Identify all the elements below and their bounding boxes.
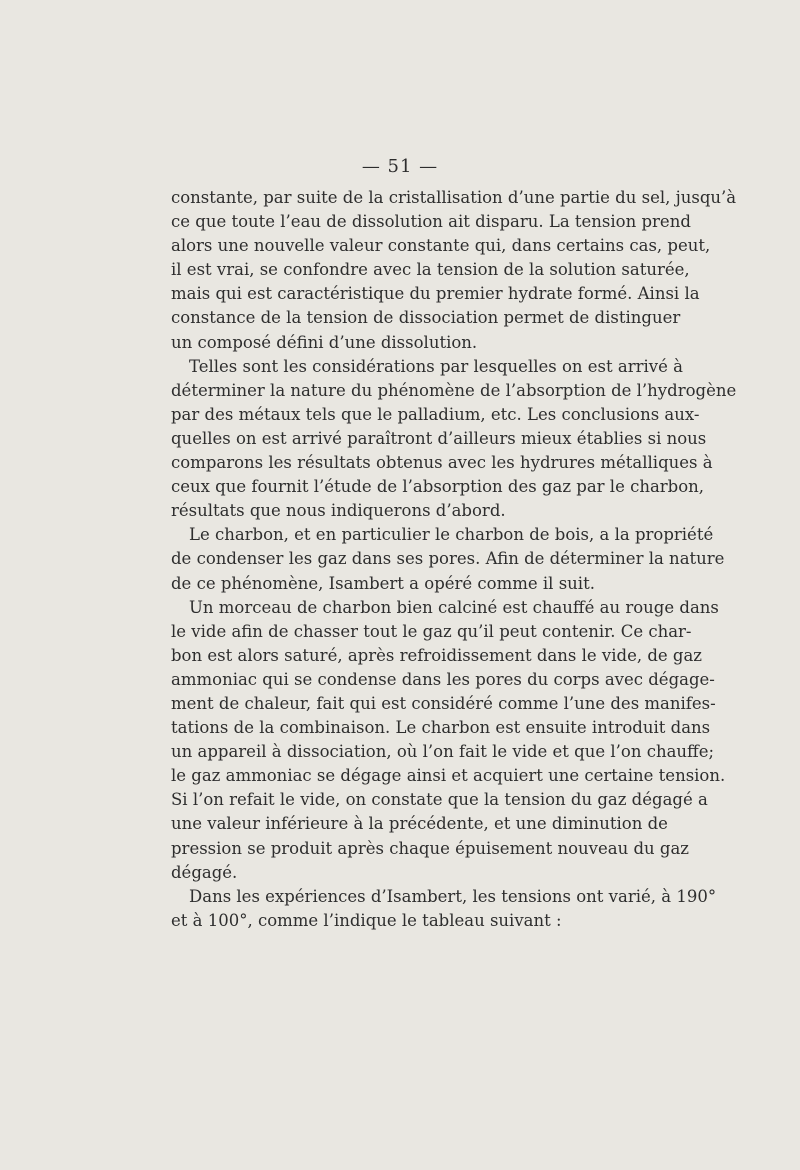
text-line: constance de la tension de dissociation permet de distinguer — [171, 308, 681, 328]
text-line: par des métaux tels que le palladium, etc. Les conclusions aux- — [171, 404, 700, 424]
text-line: et à 100°, comme l’indique le tableau suivant : — [171, 910, 562, 930]
text-line: ment de chaleur, fait qui est considéré comme l’une des manifes- — [171, 693, 716, 713]
text-line: alors une nouvelle valeur constante qui, dans certains cas, peut, — [171, 236, 711, 256]
text-line: un appareil à dissociation, où l’on fait le vide et que l’on chauffe; — [171, 742, 715, 762]
text-line: un composé défini d’une dissolution. — [171, 332, 478, 352]
text-line: ceux que fournit l’étude de l’absorption des gaz par le charbon, — [171, 477, 705, 497]
text-line: quelles on est arrivé paraîtront d’ailleurs mieux établies si nous — [171, 428, 707, 448]
text-line: Un morceau de charbon bien calciné est chauffé au rouge dans — [189, 597, 719, 617]
text-line: ammoniac qui se condense dans les pores du corps avec dégage- — [171, 669, 715, 689]
text-line: dégagé. — [171, 862, 238, 882]
text-line: Dans les expériences d’Isambert, les tensions ont varié, à 190° — [189, 886, 717, 906]
text-line: une valeur inférieure à la précédente, et une diminution de — [171, 814, 668, 834]
text-line: ce que toute l’eau de dissolution ait disparu. La tension prend — [171, 212, 691, 232]
text-line: de ce phénomène, Isambert a opéré comme il suit. — [171, 573, 595, 593]
text-line: comparons les résultats obtenus avec les hydrures métalliques à — [171, 453, 713, 473]
page-number: — 51 — — [361, 156, 439, 177]
text-line: déterminer la nature du phénomène de l’absorption de l’hydrogène — [171, 380, 737, 400]
text-line: tations de la combinaison. Le charbon est ensuite introduit dans — [171, 718, 711, 738]
text-line: bon est alors saturé, après refroidissement dans le vide, de gaz — [171, 645, 703, 665]
text-line: résultats que nous indiquerons d’abord. — [171, 501, 506, 521]
text-line: de condenser les gaz dans ses pores. Afin de déterminer la nature — [171, 549, 725, 569]
text-line: le gaz ammoniac se dégage ainsi et acquiert une certaine tension. — [171, 766, 726, 786]
text-line: Le charbon, et en particulier le charbon de bois, a la propriété — [189, 525, 714, 545]
text-line: pression se produit après chaque épuisement nouveau du gaz — [171, 838, 689, 858]
text-line: Telles sont les considérations par lesquelles on est arrivé à — [189, 356, 683, 376]
body-text — [171, 186, 737, 933]
text-line: Si l’on refait le vide, on constate que la tension du gaz dégagé a — [171, 790, 708, 810]
text-line: constante, par suite de la cristallisation d’une partie du sel, jusqu’à — [171, 188, 737, 207]
text-line: le vide afin de chasser tout le gaz qu’il peut contenir. Ce char- — [171, 621, 692, 641]
text-line: il est vrai, se confondre avec la tension de la solution saturée, — [171, 260, 690, 280]
text-line: mais qui est caractéristique du premier hydrate formé. Ainsi la — [171, 284, 700, 304]
